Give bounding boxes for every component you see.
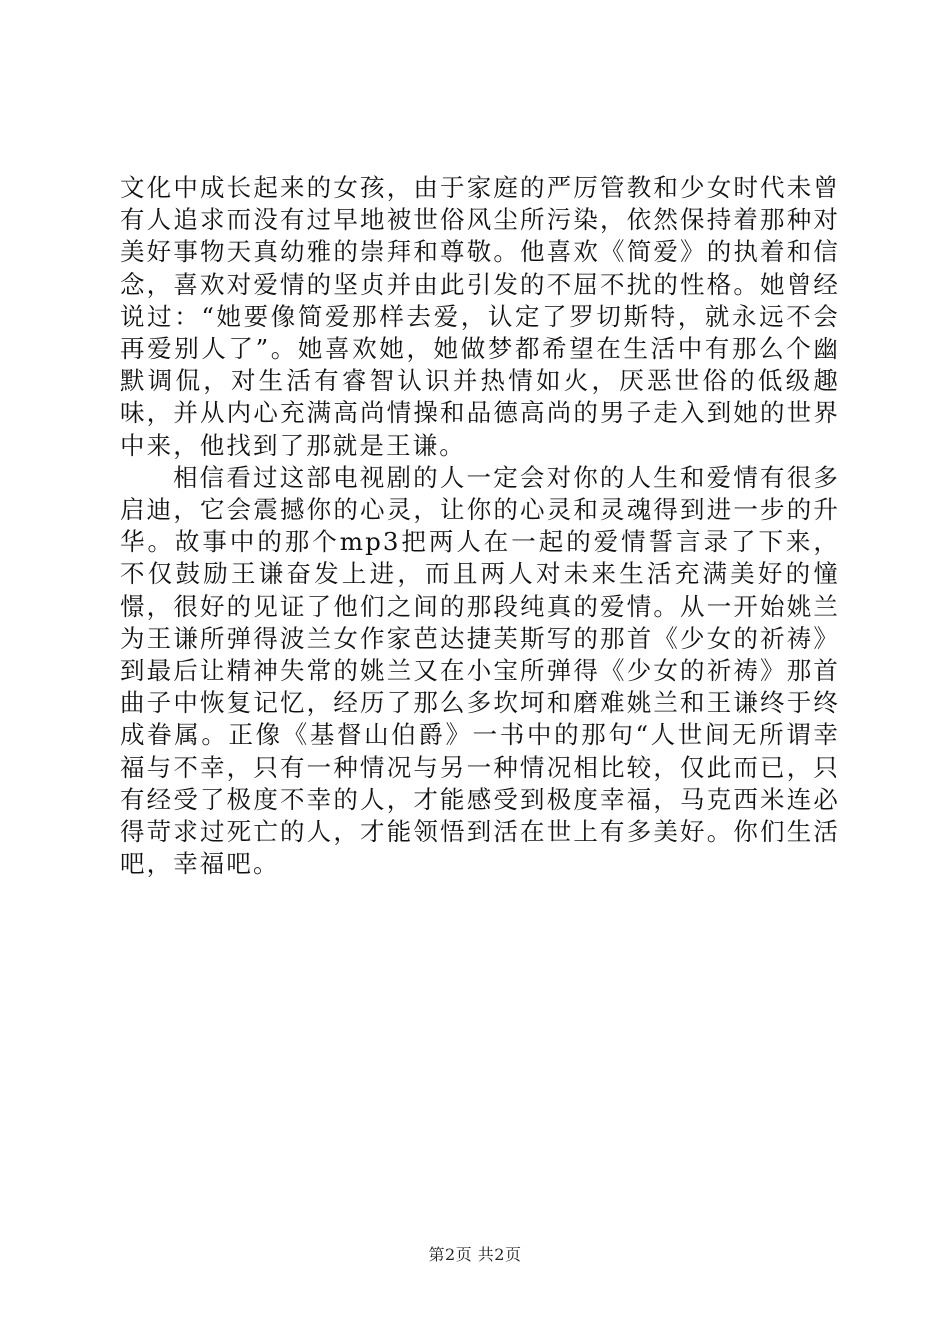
page-footer: 第2页 共2页 [428,1245,522,1264]
body-text [120,172,840,880]
paragraph-2: 相信看过这部电视剧的人一定会对你的人生和爱情有很多启迪，它会震撼你的心灵，让你的心灵和灵魂得到进一步的升华。故事中的那个mp3把两人在一起的爱情誓言录了下来，不仅鼓励王谦奋发上进，而且两人对未来生活充满美好的憧憬，很好的见证了他们之间的那段纯真的爱情。从一开始姚兰为王谦所弹得波兰女作家芭达捷芙斯写的那首《少女的祈祷》到最后让精神失常的姚兰又在小宝所弹得《少女的祈祷》那首曲子中恢复记忆，经历了那么多坎坷和磨难姚兰和王谦终于终成眷属。正像《基督山伯爵》一书中的那句“人世间无所谓幸福与不幸，只有一种情况与另一种情况相比较，仅此而已，只有经受了极度不幸的人，才能感受到极度幸福，马克西米连必得苛求过死亡的人，才能领悟到活在世上有多美好。你们生活吧，幸福吧。 [120,462,840,879]
paragraph-1: 文化中成长起来的女孩，由于家庭的严厉管教和少女时代未曾有人追求而没有过早地被世俗风尘所污染，依然保持着那种对美好事物天真幼雅的崇拜和尊敬。他喜欢《简爱》的执着和信念，喜欢对爱情的坚贞并由此引发的不屈不扰的性格。她曾经说过：“她要像简爱那样去爱，认定了罗切斯特，就永远不会再爱别人了”。她喜欢她，她做梦都希望在生活中有那么个幽默调侃，对生活有睿智认识并热情如火，厌恶世俗的低级趣味，并从内心充满高尚情操和品德高尚的男子走入到她的世界中来，他找到了那就是王谦。 [120,173,840,460]
